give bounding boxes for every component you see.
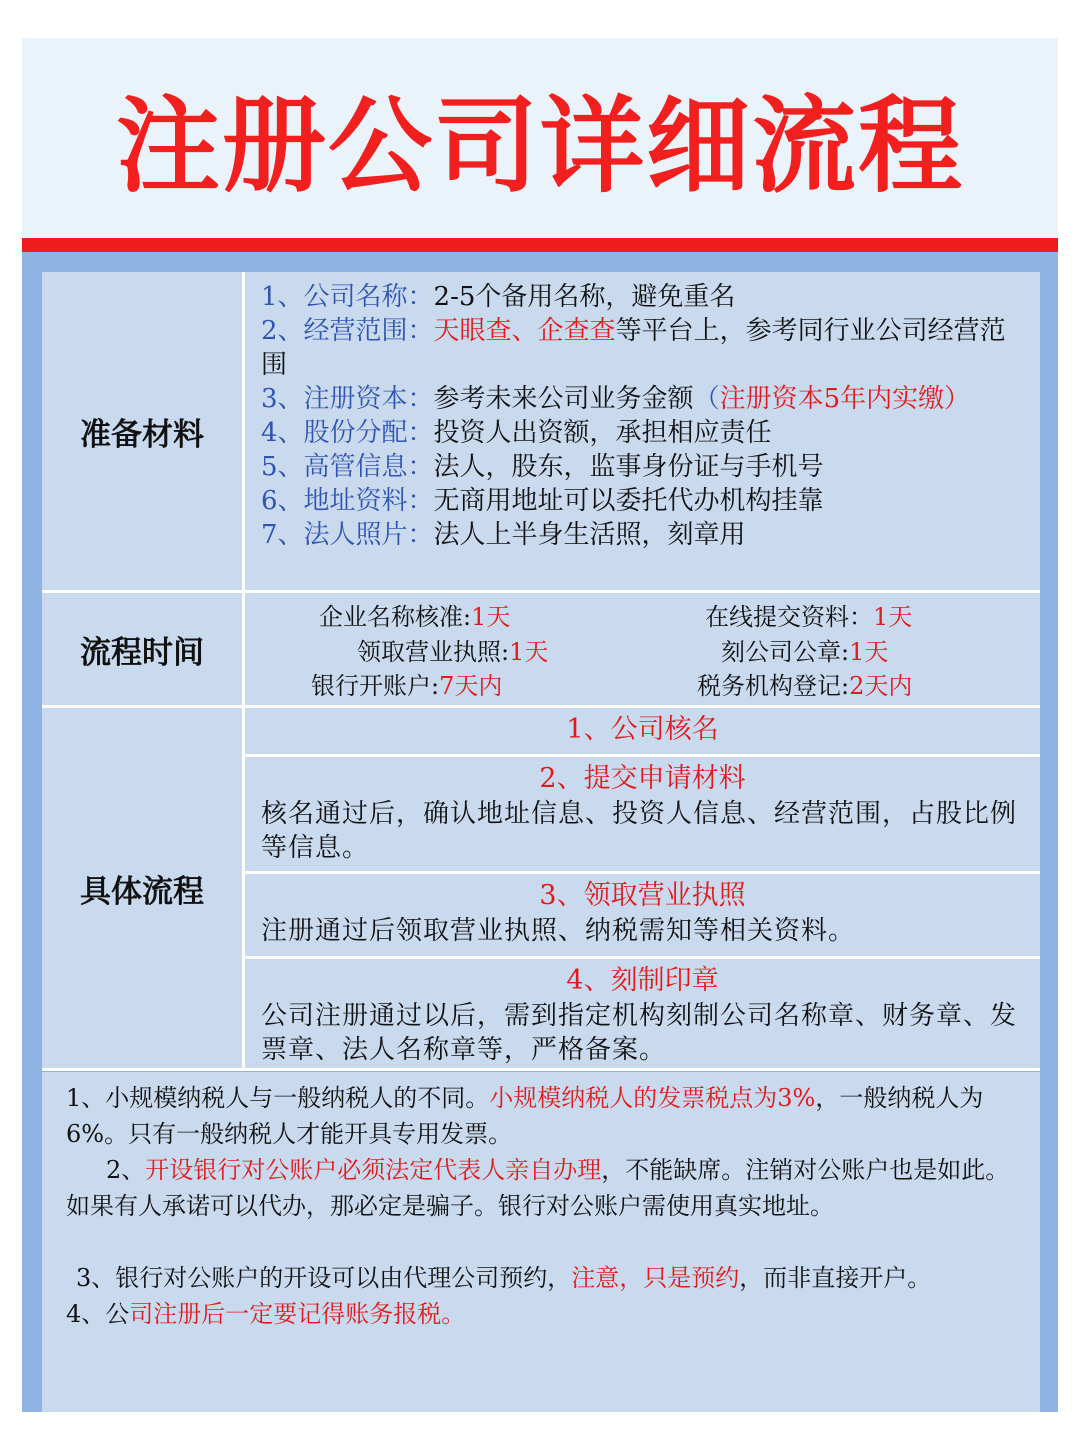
info-table <box>42 272 1040 1071</box>
poster-frame <box>22 38 1058 1412</box>
list-item: 4、股份分配：投资人出资额，承担相应责任 <box>261 418 772 448</box>
list-item: 3、注册资本：参考未来公司业务金额（注册资本5年内实缴） <box>261 384 971 414</box>
step-title: 2、提交申请材料 <box>539 763 746 794</box>
time-item: 税务机构登记:2天内 <box>697 672 913 700</box>
step-body: 核名通过后，确认地址信息、投资人信息、经营范围，占股比例等信息。 <box>261 799 1018 863</box>
row-label-materials: 准备材料 <box>42 272 245 590</box>
page-title: 注册公司详细流程 <box>115 85 964 207</box>
row-label-timeline: 流程时间 <box>42 593 245 705</box>
note-1: 1、小规模纳税人与一般纳税人的不同。小规模纳税人的发票税点为3%，一般纳税人为6%。只有一般纳税人才能开具专用发票。 <box>66 1084 984 1148</box>
note-3: 3、银行对公账户的开设可以由代理公司预约，注意，只是预约，而非直接开户。 <box>76 1264 932 1292</box>
step-body: 公司注册通过以后，需到指定机构刻制公司名称章、财务章、发票章、法人名称章等，严格备案。 <box>261 1001 1018 1065</box>
process-step <box>245 874 1040 959</box>
note-4: 4、公司注册后一定要记得账务报税。 <box>66 1300 466 1328</box>
note-2: 2、开设银行对公账户必须法定代表人亲自办理，不能缺席。注销对公账户也是如此。如果有人承诺可以代办，那必定是骗子。银行对公账户需使用真实地址。 <box>66 1156 1010 1220</box>
table-row-process <box>42 708 1040 1071</box>
step-title: 3、领取营业执照 <box>539 880 746 911</box>
step-title: 4、刻制印章 <box>566 965 719 996</box>
process-step <box>245 708 1040 757</box>
time-item: 企业名称核准:1天 <box>319 603 511 631</box>
list-item: 5、高管信息：法人，股东，监事身份证与手机号 <box>261 452 824 482</box>
step-body: 注册通过后领取营业执照、纳税需知等相关资料。 <box>261 916 856 946</box>
list-item: 6、地址资料：无商用地址可以委托代办机构挂靠 <box>261 486 824 516</box>
list-item: 2、经营范围：天眼查、企查查等平台上，参考同行业公司经营范围 <box>261 316 1006 380</box>
table-row-materials <box>42 272 1040 593</box>
table-row-timeline <box>42 593 1040 708</box>
notes-section <box>42 1072 1040 1412</box>
title-divider <box>22 238 1058 252</box>
time-item: 在线提交资料：1天 <box>705 603 913 631</box>
process-step <box>245 959 1040 1068</box>
time-item: 银行开账户:7天内 <box>311 672 503 700</box>
row-label-process: 具体流程 <box>42 708 245 1068</box>
time-item: 刻公司公章:1天 <box>721 638 889 666</box>
timeline-grid <box>245 593 1040 705</box>
list-item: 1、公司名称：2-5个备用名称，避免重名 <box>261 282 736 312</box>
materials-list <box>245 272 1040 590</box>
title-area <box>22 38 1058 238</box>
time-item: 领取营业执照:1天 <box>357 638 549 666</box>
step-title: 1、公司核名 <box>566 714 719 745</box>
process-steps <box>245 708 1040 1068</box>
list-item: 7、法人照片：法人上半身生活照，刻章用 <box>261 520 746 550</box>
process-step <box>245 757 1040 874</box>
